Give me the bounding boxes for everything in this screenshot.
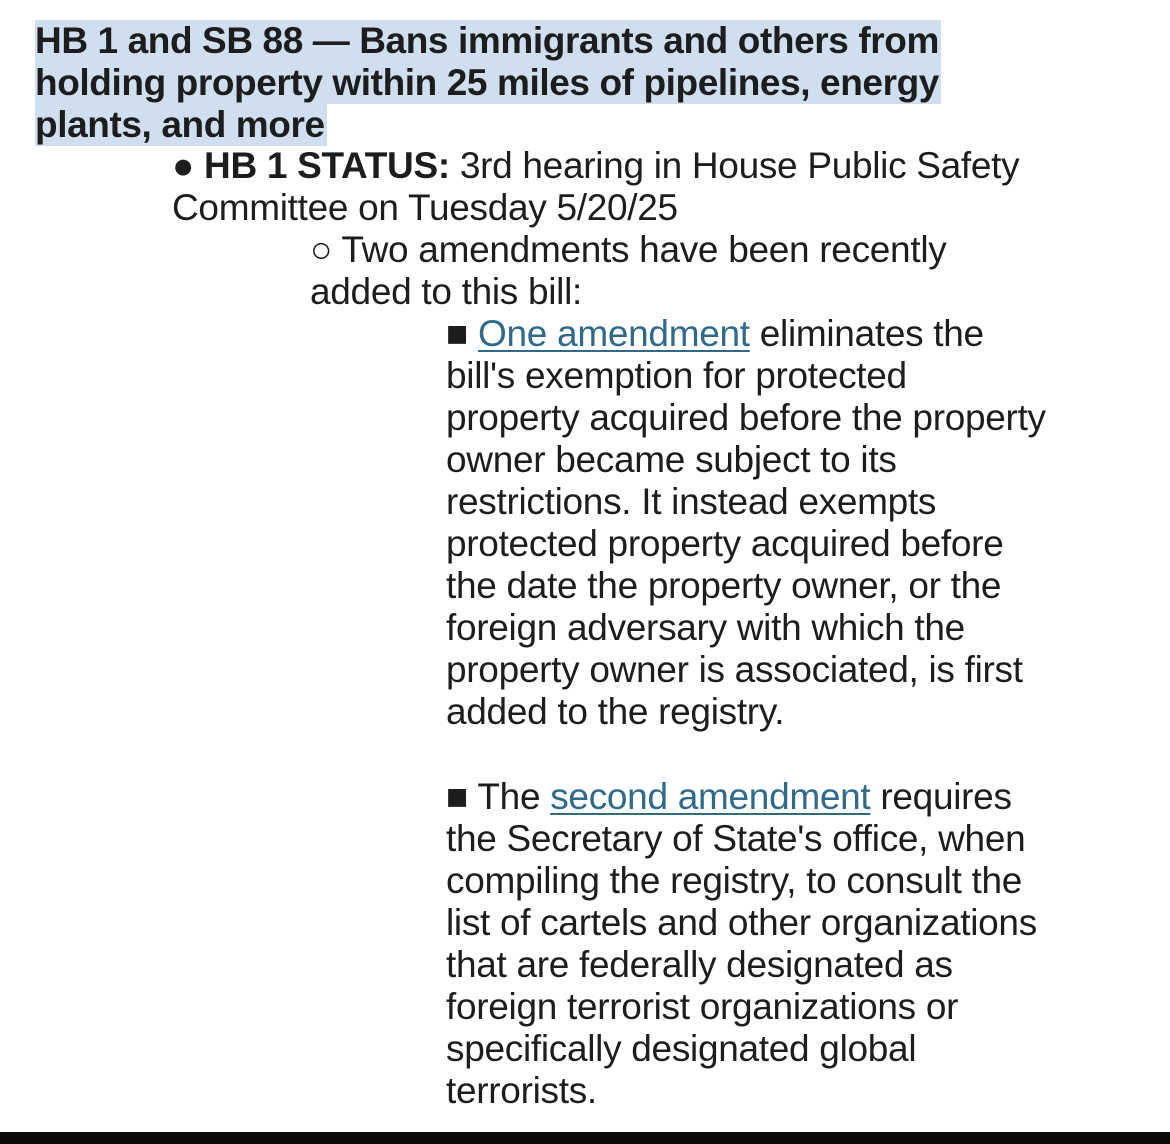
- sub-item-line-2: [310, 271, 582, 313]
- amendment-1-line: added to the registry.: [446, 691, 785, 732]
- amendment-2-line: the Secretary of State's office, when: [446, 818, 1026, 859]
- amendment-1-line: owner became subject to its: [446, 439, 897, 480]
- status-text-1: 3rd hearing in House Public Safety: [449, 145, 1020, 186]
- amendment-1-line: property owner is associated, is first: [446, 649, 1023, 690]
- sub-item-line-1: [310, 229, 946, 271]
- bill-heading: [35, 20, 1035, 146]
- amendment-1-line: foreign adversary with which the: [446, 607, 965, 648]
- hollow-circle-bullet-icon: ○: [310, 229, 333, 270]
- amendment-2-line: terrorists.: [446, 1070, 597, 1111]
- bottom-edge-bar: [0, 1132, 1170, 1144]
- sub-item-text-2: added to this bill:: [310, 271, 582, 312]
- amendment-2-line: compiling the registry, to consult the: [446, 860, 1023, 901]
- square-bullet-icon: ■: [446, 776, 469, 817]
- amendment-2-text-first: requires: [870, 776, 1012, 817]
- square-bullet-icon: ■: [446, 313, 469, 354]
- sub-item-text-1: Two amendments have been recently: [332, 229, 947, 270]
- amendment-1-line: restrictions. It instead exempts: [446, 481, 937, 522]
- heading-highlight: HB 1 and SB 88 — Bans immigrants and others from holding property within 25 miles of pipelines, energy plants, and more: [35, 20, 939, 145]
- status-label: HB 1 STATUS:: [204, 145, 450, 186]
- amendment-1-text-first: eliminates the: [749, 313, 984, 354]
- filled-circle-bullet-icon: ●: [172, 145, 195, 186]
- amendment-1-line: bill's exemption for protected: [446, 355, 907, 396]
- amendment-1-line-first: [446, 313, 984, 355]
- amendment-2-prefix: The: [468, 776, 551, 817]
- second-amendment-link[interactable]: second amendment: [550, 776, 871, 817]
- amendment-1-line: protected property acquired before: [446, 523, 1004, 564]
- status-text-2: Committee on Tuesday 5/20/25: [172, 187, 678, 228]
- amendment-2-line: foreign terrorist organizations or: [446, 986, 959, 1027]
- one-amendment-link[interactable]: One amendment: [478, 313, 750, 354]
- amendment-2-line: list of cartels and other organizations: [446, 902, 1037, 943]
- status-line-1: [172, 145, 1019, 187]
- amendment-2-line: specifically designated global: [446, 1028, 917, 1069]
- status-line-2: [172, 187, 678, 229]
- amendment-1-line: the date the property owner, or the: [446, 565, 1002, 606]
- amendment-2-line: that are federally designated as: [446, 944, 953, 985]
- amendment-2-line-first: [446, 776, 1012, 818]
- amendment-1-line: property acquired before the property: [446, 397, 1046, 438]
